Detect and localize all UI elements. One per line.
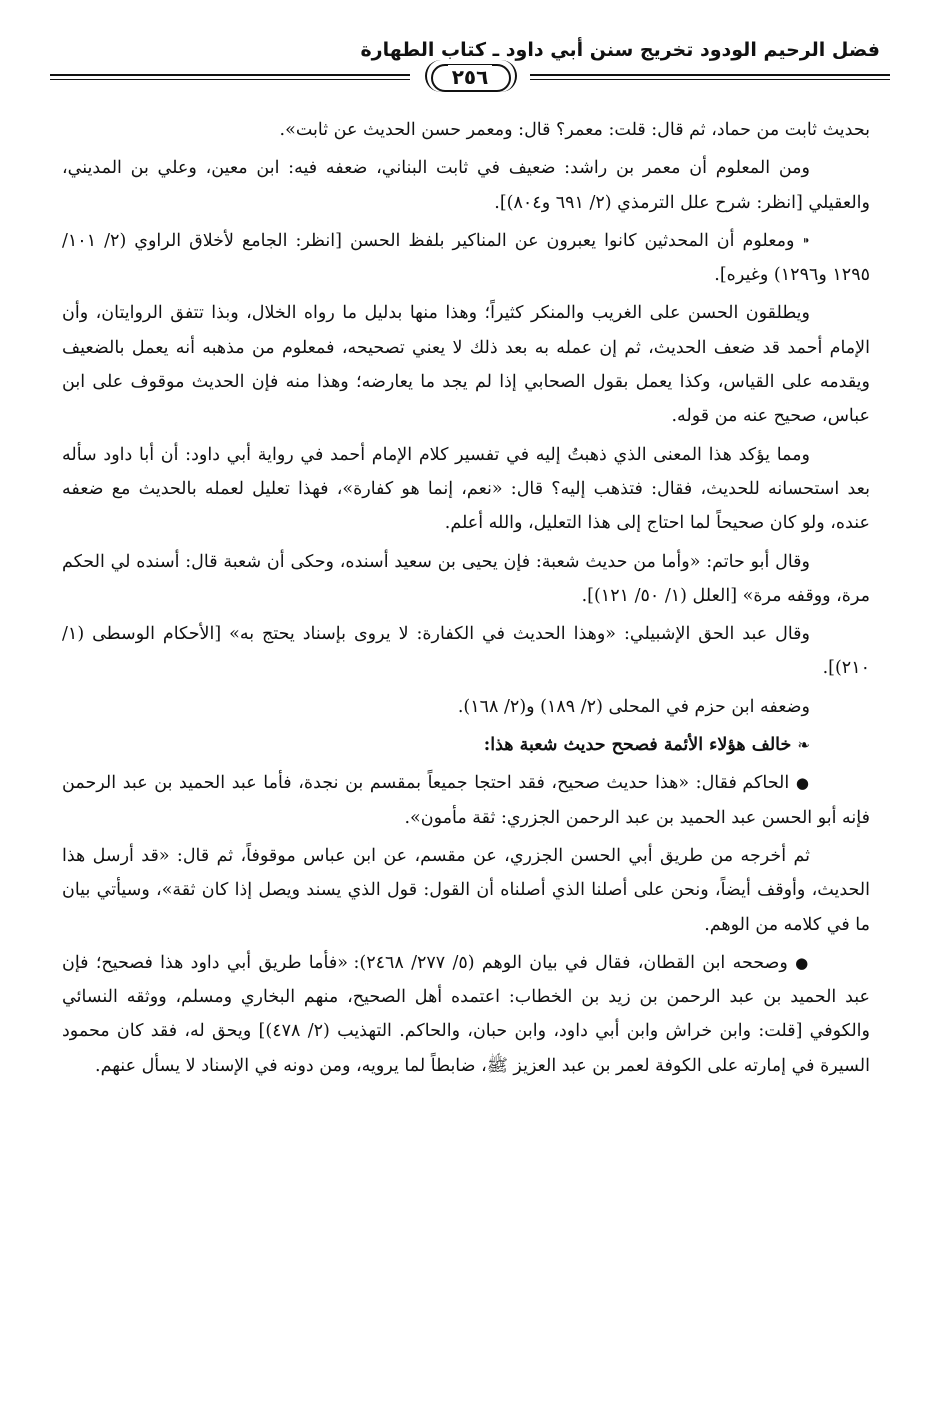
paragraph-11-text: وصححه ابن القطان، فقال في بيان الوهم (٥/ ٢٧٧/ ٢٤٦٨): «فأما طريق أبي داود هذا فصحيح؛ فإن عبد الحميد بن عبد الرحمن بن زيد بن الخطاب: اعتمده أهل الصحيح، منهم البخاري ومسلم، ووثقه النسائي والكوفي [قلت: وابن خراش وابن أبي داود، وابن حبان، والحاكم. التهذيب (٢/ ٤٧٨)] ويحق له، فقد كان محمود السيرة في إمارته على الكوفة لعمر بن عبد العزيز ﷺ، ضابطاً لما يرويه، ومن دونه في الإسناد لا يسأل عنهم.	[62, 952, 870, 1076]
page-number	[423, 62, 517, 92]
section-heading-text: خالف هؤلاء الأئمة فصحح حديث شعبة هذا:	[483, 735, 792, 756]
paragraph-10	[62, 839, 870, 942]
paragraph-1	[62, 113, 870, 147]
paragraph-3-text: ومعلوم أن المحدثين كانوا يعبرون عن المناكير بلفظ الحسن [انظر: الجامع لأخلاق الراوي (٢/ ١٠١/ ١٢٩٥ و١٢٩٦) وغيره].	[62, 230, 870, 286]
paragraph-1-text: بحديث ثابت من حماد، ثم قال: قلت: معمر؟ قال: ومعمر حسن الحديث عن ثابت».	[279, 120, 870, 140]
page-body	[62, 113, 870, 1087]
paragraph-7-text: وقال عبد الحق الإشبيلي: «وهذا الحديث في الكفارة: لا يروى بإسناد يحتج به» [الأحكام الوسطى (١/ ٢١٠)].	[62, 624, 870, 679]
page-header	[50, 36, 890, 94]
paragraph-3	[62, 224, 870, 293]
paragraph-5-text: ومما يؤكد هذا المعنى الذي ذهبتُ إليه في تفسير كلام الإمام أحمد في رواية أبي داود: أن أبا داود سأله بعد استحسانه للحديث، فقال: فتذهب إليه؟ قال: «نعم، إنما هو كفارة»، فهذا تعليل لعمله بالحديث مع ضعفه عنده، ولو كان صحيحاً لما احتاج إلى هذا التعليل، والله أعلم.	[62, 444, 870, 534]
header-rule-left	[50, 74, 410, 76]
paragraph-9	[62, 766, 870, 835]
paragraph-8	[62, 690, 870, 724]
page-number-text: ٢٥٦	[448, 65, 493, 89]
paragraph-4-text: ويطلقون الحسن على الغريب والمنكر كثيراً؛ وهذا منها بدليل ما رواه الخلال، وبذا تتفق الروايتان، وأن الإمام أحمد قد ضعف الحديث، ثم إن عمله به بعد ذلك لا يعني تصحيحه، فمعلوم من مذهبه أنه يعمل بالضعيف ويقدمه على القياس، وكذا يعمل بقول الصحابي إذا لم يجد ما يعارضه؛ وهذا منه فإن الحديث موقوف على ابن عباس، صحيح عنه من قوله.	[62, 303, 870, 427]
running-title: فضل الرحيم الودود تخريج سنن أبي داود ـ كتاب الطهارة	[360, 39, 880, 61]
paragraph-6-text: وقال أبو حاتم: «وأما من حديث شعبة: فإن يحيى بن سعيد أسنده، وحكى أن شعبة قال: أسنده لي الحكم مرة، ووقفه مرة» [العلل (١/ ٥٠/ ١٢١)].	[62, 551, 870, 606]
paragraph-7	[62, 617, 870, 686]
paragraph-5	[62, 438, 870, 541]
paragraph-2-text: ومن المعلوم أن معمر بن راشد: ضعيف في ثابت البناني، ضعفه فيه: ابن معين، وعلي بن المديني، والعقيلي [انظر: شرح علل الترمذي (٢/ ٦٩١ و٨٠٤)].	[62, 158, 870, 213]
paragraph-10-text: ثم أخرجه من طريق أبي الحسن الجزري، عن مقسم، عن ابن عباس موقوفاً، ثم قال: «قد أرسل هذا الحديث، وأوقف أيضاً، ونحن على أصلنا الذي أصلناه أن القول: قول الذي يسند ويصل إذا كان ثقة»، وسيأتي بيان ما في كلامه من الوهم.	[62, 845, 870, 935]
hook-icon: ⁍	[802, 231, 810, 250]
paragraph-6	[62, 545, 870, 614]
paragraph-2	[62, 151, 870, 220]
header-rule-right	[530, 74, 890, 76]
paragraph-9-text: الحاكم فقال: «هذا حديث صحيح، فقد احتجا جميعاً بمقسم بن نجدة، فأما عبد الحميد بن عبد الرحمن فإنه أبو الحسن عبد الحميد بن عبد الرحمن الجزري: ثقة مأمون».	[62, 773, 870, 828]
header-rule-left-thin	[50, 79, 410, 80]
section-heading	[62, 728, 870, 762]
paragraph-8-text: وضعفه ابن حزم في المحلى (٢/ ١٨٩) و(٢/ ١٦٨).	[457, 696, 810, 717]
paragraph-4	[62, 296, 870, 433]
bullet-icon: ●	[795, 953, 810, 972]
header-rule-right-thin	[530, 79, 890, 80]
paragraph-11	[62, 946, 870, 1083]
leaf-icon: ❧	[797, 736, 810, 755]
bullet-icon: ●	[795, 774, 810, 793]
